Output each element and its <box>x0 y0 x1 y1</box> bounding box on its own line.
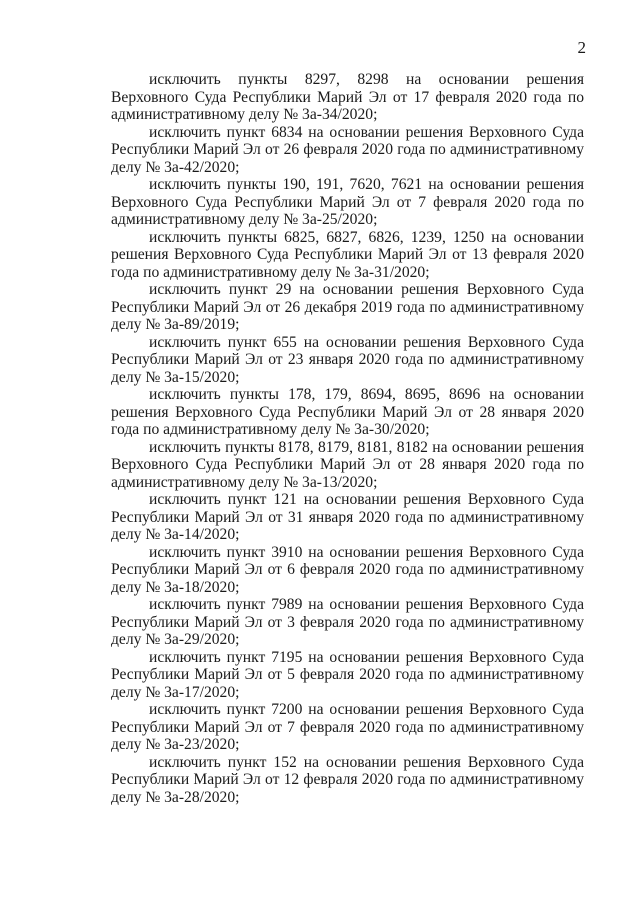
paragraph: исключить пункт 3910 на основании решения Верховного Суда Республики Марий Эл от 6 февраля 2020 года по административному делу № 3а-18/2020; <box>111 543 584 596</box>
paragraph: исключить пункт 7200 на основании решения Верховного Суда Республики Марий Эл от 7 февраля 2020 года по административному делу № 3а-23/2020; <box>111 701 584 753</box>
paragraph: исключить пункт 655 на основании решения Верховного Суда Республики Марий Эл от 23 января 2020 года по административному делу № 3а-15/2020; <box>111 333 584 386</box>
paragraph: исключить пункт 7989 на основании решения Верховного Суда Республики Марий Эл от 3 февраля 2020 года по административному делу № 3а-29/2020; <box>111 596 584 648</box>
paragraph: исключить пункт 7195 на основании решения Верховного Суда Республики Марий Эл от 5 февраля 2020 года по административному делу № 3а-17/2020; <box>111 648 584 701</box>
paragraph: исключить пункты 8178, 8179, 8181, 8182 на основании решения Верховного Суда Республики Марий Эл от 28 января 2020 года по административному делу № 3а-13/2020; <box>111 438 584 491</box>
paragraph: исключить пункты 6825, 6827, 6826, 1239, 1250 на основании решения Верховного Суда Республики Марий Эл от 13 февраля 2020 года по административному делу № 3а-31/2020; <box>111 228 584 281</box>
paragraph: исключить пункты 8297, 8298 на основании решения Верховного Суда Республики Марий Эл от 17 февраля 2020 года по административному делу № 3а-34/2020; <box>111 71 584 123</box>
paragraph: исключить пункт 29 на основании решения Верховного Суда Республики Марий Эл от 26 декабря 2019 года по административному делу № 3а-89/2019; <box>111 281 584 333</box>
page-number: 2 <box>577 38 586 57</box>
paragraph: исключить пункт 121 на основании решения Верховного Суда Республики Марий Эл от 31 января 2020 года по административному делу № 3а-14/2020; <box>111 491 584 543</box>
paragraph: исключить пункт 6834 на основании решения Верховного Суда Республики Марий Эл от 26 февраля 2020 года по административному делу № 3а-42/2020; <box>111 123 584 176</box>
paragraph: исключить пункты 178, 179, 8694, 8695, 8696 на основании решения Верховного Суда Республики Марий Эл от 28 января 2020 года по административному делу № 3а-30/2020; <box>111 386 584 438</box>
paragraph: исключить пункт 152 на основании решения Верховного Суда Республики Марий Эл от 12 февраля 2020 года по административному делу № 3а-28/2020; <box>111 753 584 806</box>
paragraph: исключить пункты 190, 191, 7620, 7621 на основании решения Верховного Суда Республики Марий Эл от 7 февраля 2020 года по административному делу № 3а-25/2020; <box>111 176 584 228</box>
document-body <box>111 71 584 806</box>
